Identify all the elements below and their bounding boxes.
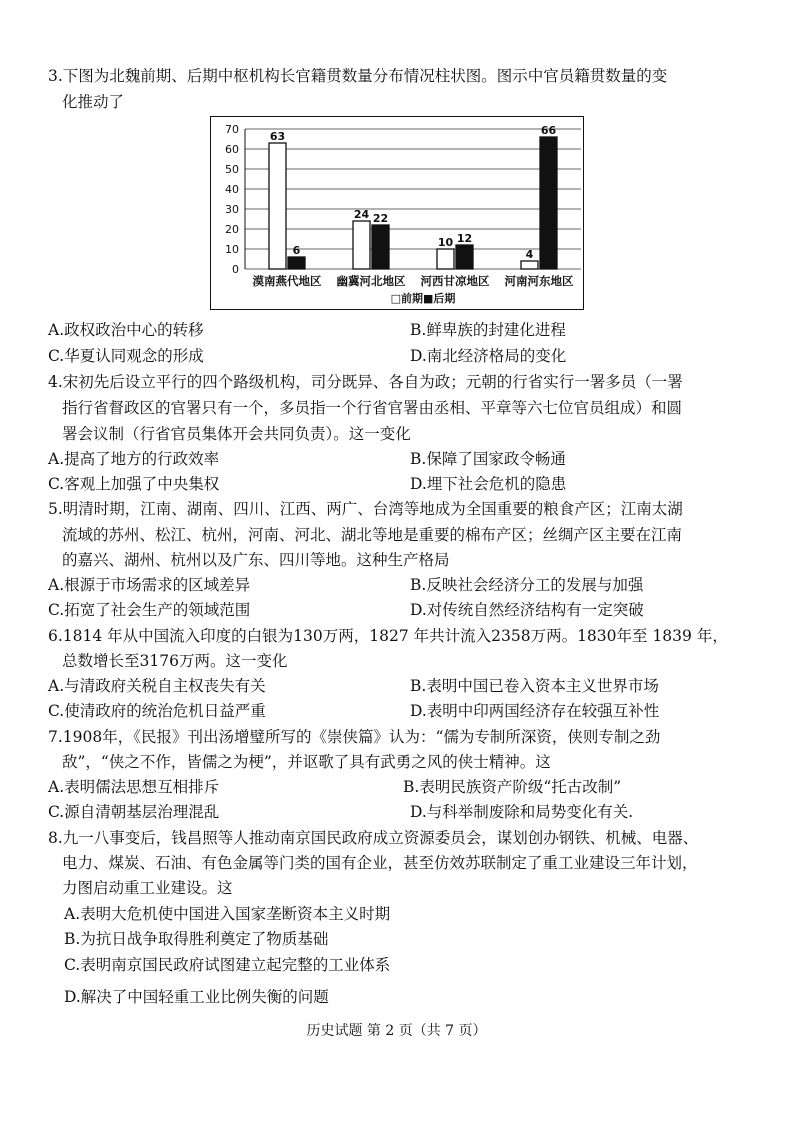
y-tick-label: 50 <box>225 163 239 176</box>
bar-late <box>288 257 305 269</box>
y-tick-label: 70 <box>225 123 239 136</box>
q6-option-b[interactable]: B.表明中国已卷入资本主义世界市场 <box>410 677 659 695</box>
q3-option-b[interactable]: B.鲜卑族的封建化进程 <box>410 321 566 339</box>
y-tick-label: 0 <box>232 263 239 276</box>
x-category-label: 漠南燕代地区 <box>252 274 322 288</box>
data-label: 6 <box>292 244 301 257</box>
data-label: 63 <box>269 130 286 143</box>
bar-early <box>269 143 286 269</box>
q3-line-2: 化推动了 <box>62 93 125 111</box>
q7-option-a[interactable]: A.表明儒法思想互相排斥 <box>48 778 220 796</box>
q5-option-b[interactable]: B.反映社会经济分工的发展与加强 <box>410 576 644 594</box>
q8-option-a[interactable]: A.表明大危机使中国进入国家垄断资本主义时期 <box>64 905 391 923</box>
q7-option-d[interactable]: D.与科举制废除和局势变化有关. <box>410 803 634 821</box>
y-tick-label: 30 <box>225 203 239 216</box>
q5-line-2: 流域的苏州、松江、杭州，河南、河北、湖北等地是重要的棉布产区；丝绸产区主要在江南 <box>62 526 683 544</box>
q4-option-a[interactable]: A.提高了地方的行政效率 <box>48 450 220 468</box>
q8-line-1: 8.九一八事变后，钱昌照等人推动南京国民政府成立资源委员会，谋划创办钢铁、机械、电器、 <box>48 829 699 847</box>
q5-line-3: 的嘉兴、湖州、杭州以及广东、四川等地。这种生产格局 <box>62 551 450 569</box>
q4-line-3: 署会议制（行省官员集体开会共同负责）。这一变化 <box>62 425 411 443</box>
q8-line-3: 力图启动重工业建设。这 <box>62 879 233 897</box>
bar-late <box>540 137 557 269</box>
q6-option-d[interactable]: D.表明中印两国经济存在较强互补性 <box>410 702 660 720</box>
y-tick-label: 10 <box>225 243 239 256</box>
q7-option-c[interactable]: C.源自清朝基层治理混乱 <box>48 803 220 821</box>
y-tick-label: 40 <box>225 183 239 196</box>
q6-line-1: 6.1814 年从中国流入印度的白银为130万两，1827 年共计流入2358万两。1830年至 1839 年， <box>48 627 728 645</box>
q8-option-c[interactable]: C.表明南京国民政府试图建立起完整的工业体系 <box>64 956 391 974</box>
data-label: 66 <box>540 124 557 137</box>
q4-line-1: 4.宋初先后设立平行的四个路级机构，司分既异、各自为政；元朝的行省实行一署多员（一署 <box>48 373 683 391</box>
q4-option-d[interactable]: D.埋下社会危机的隐患 <box>410 475 567 493</box>
q6-line-2: 总数增长至3176万两。这一变化 <box>62 652 288 670</box>
q5-option-c[interactable]: C.拓宽了社会生产的领域范围 <box>48 601 251 619</box>
q7-option-b[interactable]: B.表明民族资产阶级“托古改制” <box>403 778 622 796</box>
q4-option-c[interactable]: C.客观上加强了中央集权 <box>48 475 220 493</box>
data-label: 4 <box>525 248 534 261</box>
q3-option-c[interactable]: C.华夏认同观念的形成 <box>48 347 204 365</box>
q3-option-d[interactable]: D.南北经济格局的变化 <box>410 347 567 365</box>
data-label: 10 <box>437 236 454 249</box>
q5-option-a[interactable]: A.根源于市场需求的区域差异 <box>48 576 251 594</box>
page-footer: 历史试题 第 2 页（共 7 页） <box>306 1023 487 1039</box>
data-label: 12 <box>456 232 473 245</box>
q3-option-a[interactable]: A.政权政治中心的转移 <box>48 321 204 339</box>
bar-late <box>372 225 389 269</box>
bar-late <box>456 245 473 269</box>
chart-legend: □前期■后期 <box>390 292 456 305</box>
x-category-label: 河南河东地区 <box>504 274 574 288</box>
q6-option-c[interactable]: C.使清政府的统治危机日益严重 <box>48 702 266 720</box>
bar-early <box>437 249 454 269</box>
q5-option-d[interactable]: D.对传统自然经济结构有一定突破 <box>410 601 644 619</box>
q7-line-2: 敌”，“侠之不作，皆儒之为梗”，并讴歌了具有武勇之风的侠士精神。这 <box>62 753 551 771</box>
bar-early <box>353 221 370 269</box>
bar-chart <box>210 116 584 310</box>
bar-early <box>521 261 538 269</box>
bar-chart-svg <box>211 117 585 311</box>
x-category-label: 河西甘凉地区 <box>420 274 490 288</box>
q4-option-b[interactable]: B.保障了国家政令畅通 <box>410 450 566 468</box>
q5-line-1: 5.明清时期，江南、湖南、四川、江西、两广、台湾等地成为全国重要的粮食产区；江南太湖 <box>48 500 683 518</box>
q8-option-b[interactable]: B.为抗日战争取得胜利奠定了物质基础 <box>64 930 329 948</box>
x-category-label: 幽冀河北地区 <box>336 274 406 288</box>
data-label: 22 <box>372 212 389 225</box>
q4-line-2: 指行省督政区的官署只有一个，多员指一个行省官署由丞相、平章等六七位官员组成）和圆 <box>62 399 683 417</box>
q8-line-2: 电力、煤炭、石油、有色金属等门类的国有企业，甚至仿效苏联制定了重工业建设三年计划， <box>62 854 698 872</box>
q8-option-d[interactable]: D.解决了中国轻重工业比例失衡的问题 <box>64 988 329 1006</box>
data-label: 24 <box>353 208 370 221</box>
q6-option-a[interactable]: A.与清政府关税自主权丧失有关 <box>48 677 266 695</box>
q3-line-1: 3.下图为北魏前期、后期中枢机构长官籍贯数量分布情况柱状图。图示中官员籍贯数量的变 <box>48 67 668 85</box>
y-tick-label: 60 <box>225 143 239 156</box>
y-tick-label: 20 <box>225 223 239 236</box>
q7-line-1: 7.1908年，《民报》刊出汤增璧所写的《崇侠篇》认为：“儒为专制所深资，侠则专制之劲 <box>48 728 661 746</box>
